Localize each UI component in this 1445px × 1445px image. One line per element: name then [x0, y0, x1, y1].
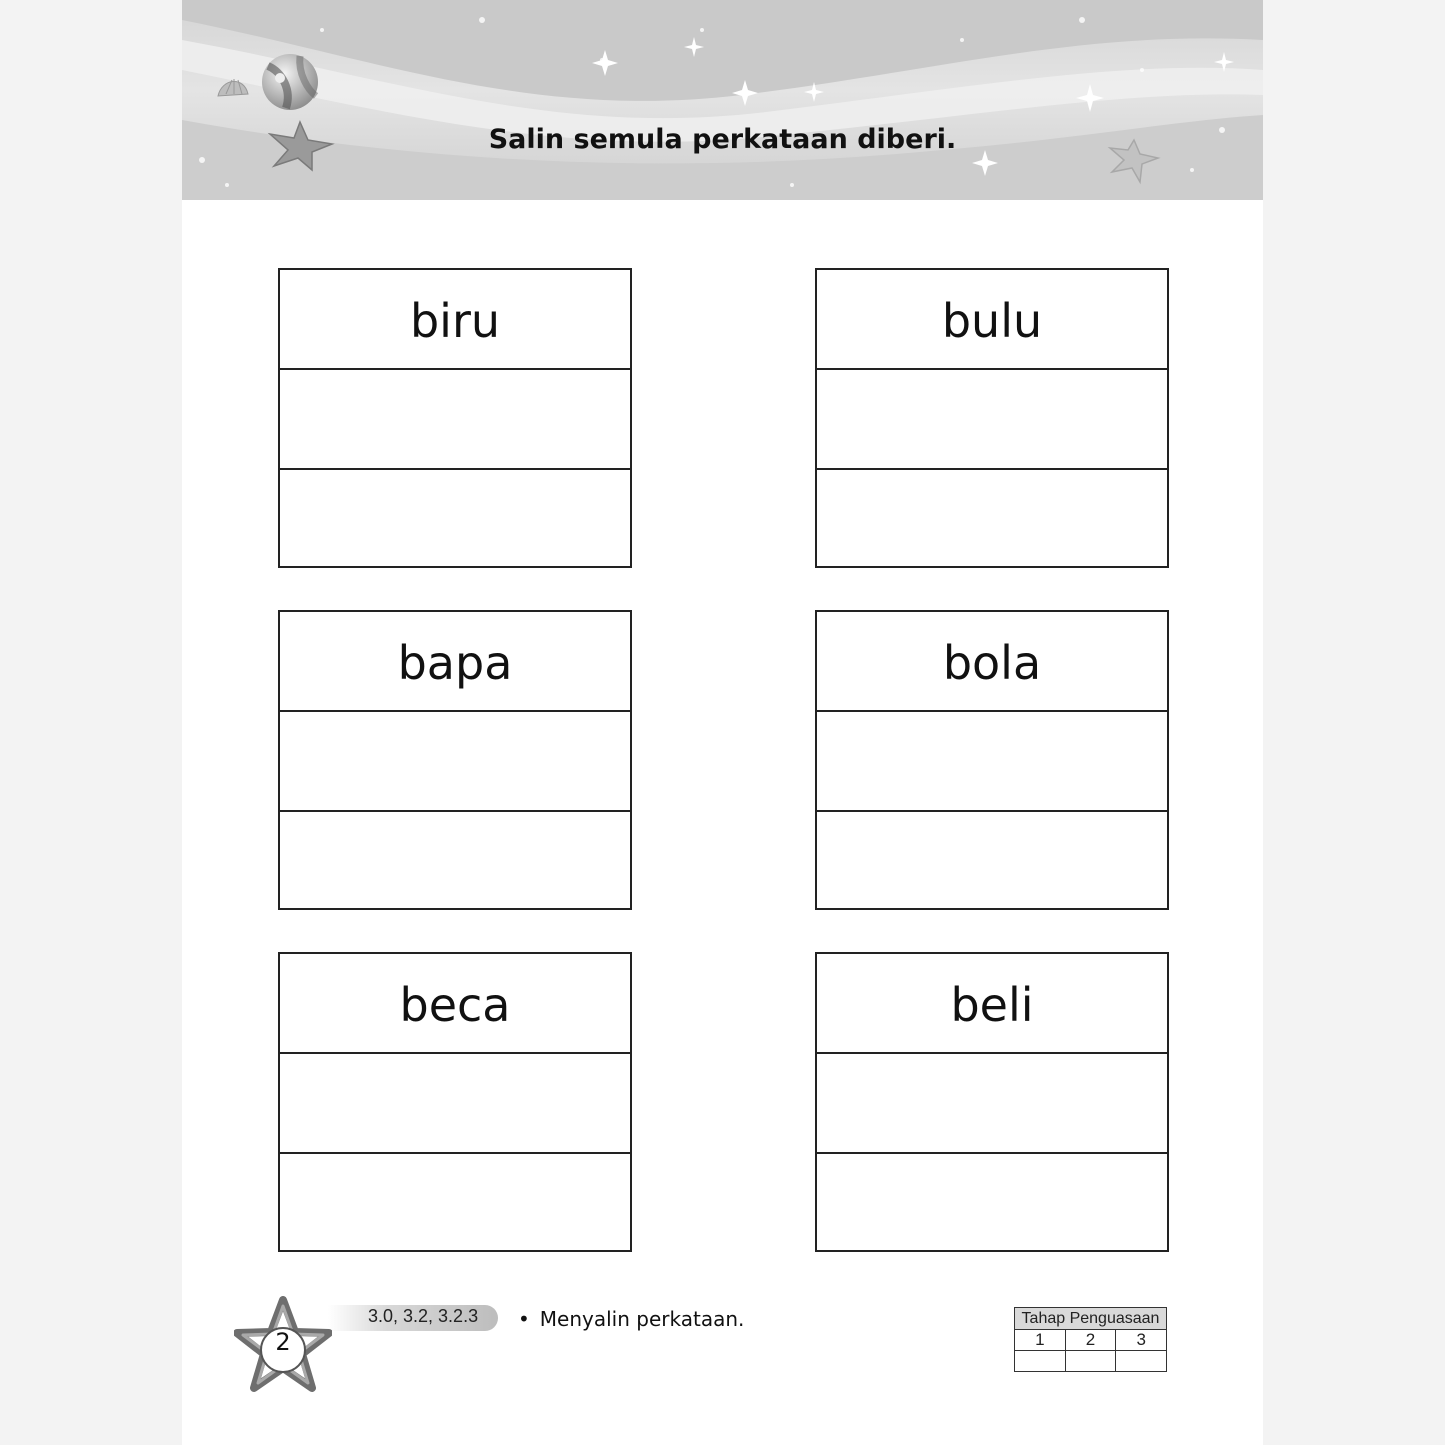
word-label: bulu [941, 294, 1043, 348]
mastery-level-1: 1 [1015, 1330, 1066, 1350]
word-box [278, 268, 632, 568]
word-label: beli [950, 978, 1034, 1032]
mastery-title: Tahap Penguasaan [1015, 1308, 1166, 1330]
word-row [280, 612, 630, 712]
word-box [815, 952, 1169, 1252]
copy-line[interactable] [817, 1154, 1167, 1250]
copy-line[interactable] [817, 370, 1167, 470]
word-label: biru [409, 294, 501, 348]
copy-line[interactable] [280, 1054, 630, 1154]
copy-line[interactable] [280, 712, 630, 812]
copy-line[interactable] [280, 812, 630, 908]
mastery-levels-row [1015, 1330, 1166, 1351]
word-label: bapa [397, 636, 513, 690]
word-label: bola [942, 636, 1042, 690]
learning-objective [518, 1307, 744, 1331]
word-row [280, 270, 630, 370]
word-box [278, 952, 632, 1252]
page-number-badge [234, 1296, 332, 1394]
mastery-level-table [1014, 1307, 1167, 1372]
copy-line[interactable] [280, 370, 630, 470]
word-row [280, 954, 630, 1054]
header-banner [182, 0, 1263, 200]
word-row [817, 270, 1167, 370]
beach-ball-icon [262, 54, 318, 110]
copy-line[interactable] [817, 712, 1167, 812]
mastery-checkbox-row [1015, 1351, 1166, 1371]
copy-line[interactable] [817, 812, 1167, 908]
word-box [815, 268, 1169, 568]
word-row [817, 954, 1167, 1054]
mastery-checkbox-3[interactable] [1116, 1351, 1166, 1371]
worksheet-page [182, 0, 1263, 1445]
mastery-level-2: 2 [1066, 1330, 1117, 1350]
copy-line[interactable] [280, 1154, 630, 1250]
copy-line[interactable] [280, 470, 630, 566]
bullet: • [518, 1307, 530, 1331]
beach-background [182, 0, 1263, 200]
word-box [815, 610, 1169, 910]
word-box [278, 610, 632, 910]
mastery-level-3: 3 [1136, 1330, 1146, 1349]
page-number: 2 [275, 1328, 291, 1356]
copy-line[interactable] [817, 1054, 1167, 1154]
objective-text: Menyalin perkataan. [539, 1307, 745, 1331]
instruction-text: Salin semula perkataan diberi. [488, 124, 957, 155]
mastery-checkbox-2[interactable] [1066, 1351, 1117, 1371]
word-label: beca [399, 978, 511, 1032]
copy-line[interactable] [817, 470, 1167, 566]
mastery-checkbox-1[interactable] [1015, 1351, 1066, 1371]
standard-codes: 3.0, 3.2, 3.2.3 [368, 1306, 479, 1326]
word-row [817, 612, 1167, 712]
